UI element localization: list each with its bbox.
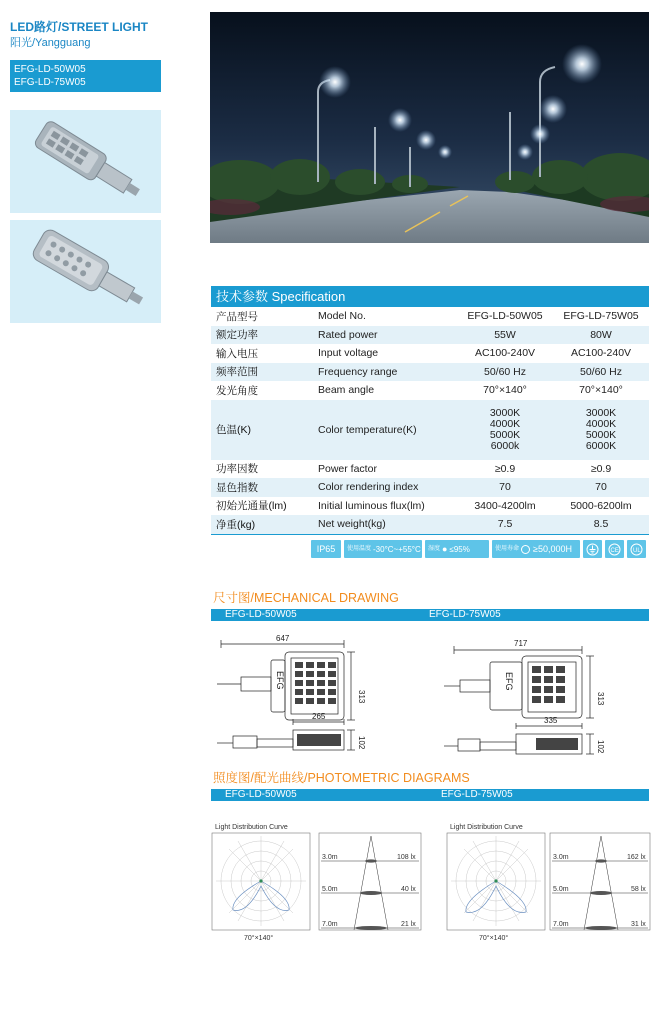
lifetime-badge xyxy=(492,540,580,558)
humidity-label: 湿度 xyxy=(428,545,441,552)
table-row xyxy=(211,400,649,460)
spec-label-en: Power factor xyxy=(314,460,457,479)
spec-value-75w: 3000K 4000K 5000K 6000K xyxy=(553,400,649,460)
photometric-model-1: EFG-LD-50W05 xyxy=(225,789,297,800)
spec-label-cn: 初始光通量(lm) xyxy=(211,497,314,516)
spec-header: 技术参数 Specification xyxy=(211,286,649,307)
spec-label-en: Model No. xyxy=(314,307,457,326)
spec-value-75w: 70°×140° xyxy=(553,381,649,400)
photometric-model-2: EFG-LD-75W05 xyxy=(441,789,513,800)
photometric-title: 照度图/配光曲线/PHOTOMETRIC DIAGRAMS xyxy=(213,771,470,785)
spec-value-75w: ≥0.9 xyxy=(553,460,649,479)
spec-label-en: Color temperature(K) xyxy=(314,400,457,460)
ul-icon xyxy=(627,540,646,558)
spec-label-cn: 净重(kg) xyxy=(211,515,314,534)
illuminance-2: 58 lx xyxy=(631,886,646,893)
table-row xyxy=(211,515,649,534)
table-row xyxy=(211,381,649,400)
dim-body: 335 xyxy=(544,716,558,725)
dim-width: 313 xyxy=(357,690,366,704)
street-light-photo xyxy=(210,12,649,243)
spec-label-en: Frequency range xyxy=(314,363,457,382)
spec-label-cn: 功率因数 xyxy=(211,460,314,479)
spec-label-cn: 频率范围 xyxy=(211,363,314,382)
photometric-model-bar xyxy=(211,789,649,801)
feature-badges xyxy=(311,540,646,558)
product-subtitle: 阳光/Yangguang xyxy=(10,37,91,49)
spec-value-50w: EFG-LD-50W05 xyxy=(457,307,553,326)
spec-label-cn: 输入电压 xyxy=(211,344,314,363)
mechanical-model-1: EFG-LD-50W05 xyxy=(225,609,297,620)
beam-angle-label: 70°×140° xyxy=(479,935,509,942)
model-list xyxy=(10,60,161,92)
height-3: 7.0m xyxy=(322,921,338,928)
spec-value-50w: ≥0.9 xyxy=(457,460,553,479)
table-row xyxy=(211,307,649,326)
lifetime-label: 使用寿命 xyxy=(495,545,520,552)
droplet-icon: ● xyxy=(442,544,448,554)
curve-label: Light Distribution Curve xyxy=(450,824,523,831)
illuminance-3: 31 lx xyxy=(631,921,646,928)
spec-label-en: Rated power xyxy=(314,326,457,345)
dim-height: 102 xyxy=(357,736,366,750)
spec-value-75w: 5000-6200lm xyxy=(553,497,649,516)
spec-value-50w: 3000K 4000K 5000K 6000k xyxy=(457,400,553,460)
model-item: EFG-LD-75W05 xyxy=(14,77,86,88)
spec-label-en: Color rendering index xyxy=(314,478,457,497)
spec-label-en: Initial luminous flux(lm) xyxy=(314,497,457,516)
spec-label-cn: 显色指数 xyxy=(211,478,314,497)
lifetime-value: ≥50,000H xyxy=(533,544,572,554)
spec-value-75w: EFG-LD-75W05 xyxy=(553,307,649,326)
model-item: EFG-LD-50W05 xyxy=(14,64,86,75)
spec-value-50w: 70°×140° xyxy=(457,381,553,400)
spec-value-75w: 80W xyxy=(553,326,649,345)
spec-value-50w: AC100-240V xyxy=(457,344,553,363)
illuminance-1: 108 lx xyxy=(397,854,416,861)
temperature-label: 使用温度 xyxy=(347,545,372,552)
spec-label-cn: 发光角度 xyxy=(211,381,314,400)
spec-label-cn: 产品型号 xyxy=(211,307,314,326)
spec-value-75w: 8.5 xyxy=(553,515,649,534)
beam-angle-label: 70°×140° xyxy=(244,935,274,942)
temperature-badge xyxy=(344,540,422,558)
mechanical-model-bar xyxy=(211,609,649,621)
spec-value-75w: 70 xyxy=(553,478,649,497)
dim-height: 102 xyxy=(596,740,605,754)
table-row xyxy=(211,478,649,497)
sidebar-header xyxy=(10,20,161,51)
spec-value-75w: AC100-240V xyxy=(553,344,649,363)
mechanical-drawing-50w xyxy=(211,630,421,765)
spec-label-cn: 色温(K) xyxy=(211,400,314,460)
height-2: 5.0m xyxy=(553,886,569,893)
photometric-diagram-75w xyxy=(446,818,656,948)
product-title: LED路灯/STREET LIGHT xyxy=(10,20,149,34)
spec-label-en: Beam angle xyxy=(314,381,457,400)
height-1: 3.0m xyxy=(553,854,569,861)
brand-mark: EFG xyxy=(275,671,285,690)
height-3: 7.0m xyxy=(553,921,569,928)
height-2: 5.0m xyxy=(322,886,338,893)
svg-text:CE: CE xyxy=(610,547,619,554)
curve-label: Light Distribution Curve xyxy=(215,824,288,831)
humidity-badge xyxy=(425,540,489,558)
svg-text:UL: UL xyxy=(633,547,641,554)
spec-value-50w: 55W xyxy=(457,326,553,345)
mechanical-title: 尺寸图/MECHANICAL DRAWING xyxy=(213,591,399,605)
spec-label-en: Net weight(kg) xyxy=(314,515,457,534)
spec-table xyxy=(211,307,649,534)
spec-value-50w: 3400-4200lm xyxy=(457,497,553,516)
spec-label-en: Input voltage xyxy=(314,344,457,363)
temperature-value: -30°C~+55°C xyxy=(373,544,421,554)
spec-value-50w: 70 xyxy=(457,478,553,497)
mechanical-model-2: EFG-LD-75W05 xyxy=(429,609,501,620)
illuminance-3: 21 lx xyxy=(401,921,416,928)
brand-mark: EFG xyxy=(504,672,514,691)
ce-icon xyxy=(605,540,624,558)
table-row xyxy=(211,363,649,382)
photometric-diagram-50w xyxy=(211,818,426,948)
dim-width: 313 xyxy=(596,692,605,706)
illuminance-2: 40 lx xyxy=(401,886,416,893)
height-1: 3.0m xyxy=(322,854,338,861)
product-thumbnail-1[interactable] xyxy=(10,110,161,213)
spec-value-75w: 50/60 Hz xyxy=(553,363,649,382)
table-row xyxy=(211,497,649,516)
table-row xyxy=(211,460,649,479)
spec-value-50w: 7.5 xyxy=(457,515,553,534)
mechanical-drawing-75w xyxy=(440,630,649,765)
spec-value-50w: 50/60 Hz xyxy=(457,363,553,382)
clock-icon xyxy=(521,545,530,554)
ground-icon xyxy=(583,540,602,558)
product-thumbnail-2[interactable] xyxy=(10,220,161,323)
divider xyxy=(211,534,649,535)
illuminance-1: 162 lx xyxy=(627,854,646,861)
humidity-value: ≤95% xyxy=(449,544,470,554)
dim-length: 647 xyxy=(276,634,290,643)
table-row xyxy=(211,344,649,363)
spec-label-cn: 额定功率 xyxy=(211,326,314,345)
dim-length: 717 xyxy=(514,639,528,648)
ip-rating-badge: IP65 xyxy=(311,540,341,558)
table-row xyxy=(211,326,649,345)
dim-body: 265 xyxy=(312,712,326,721)
